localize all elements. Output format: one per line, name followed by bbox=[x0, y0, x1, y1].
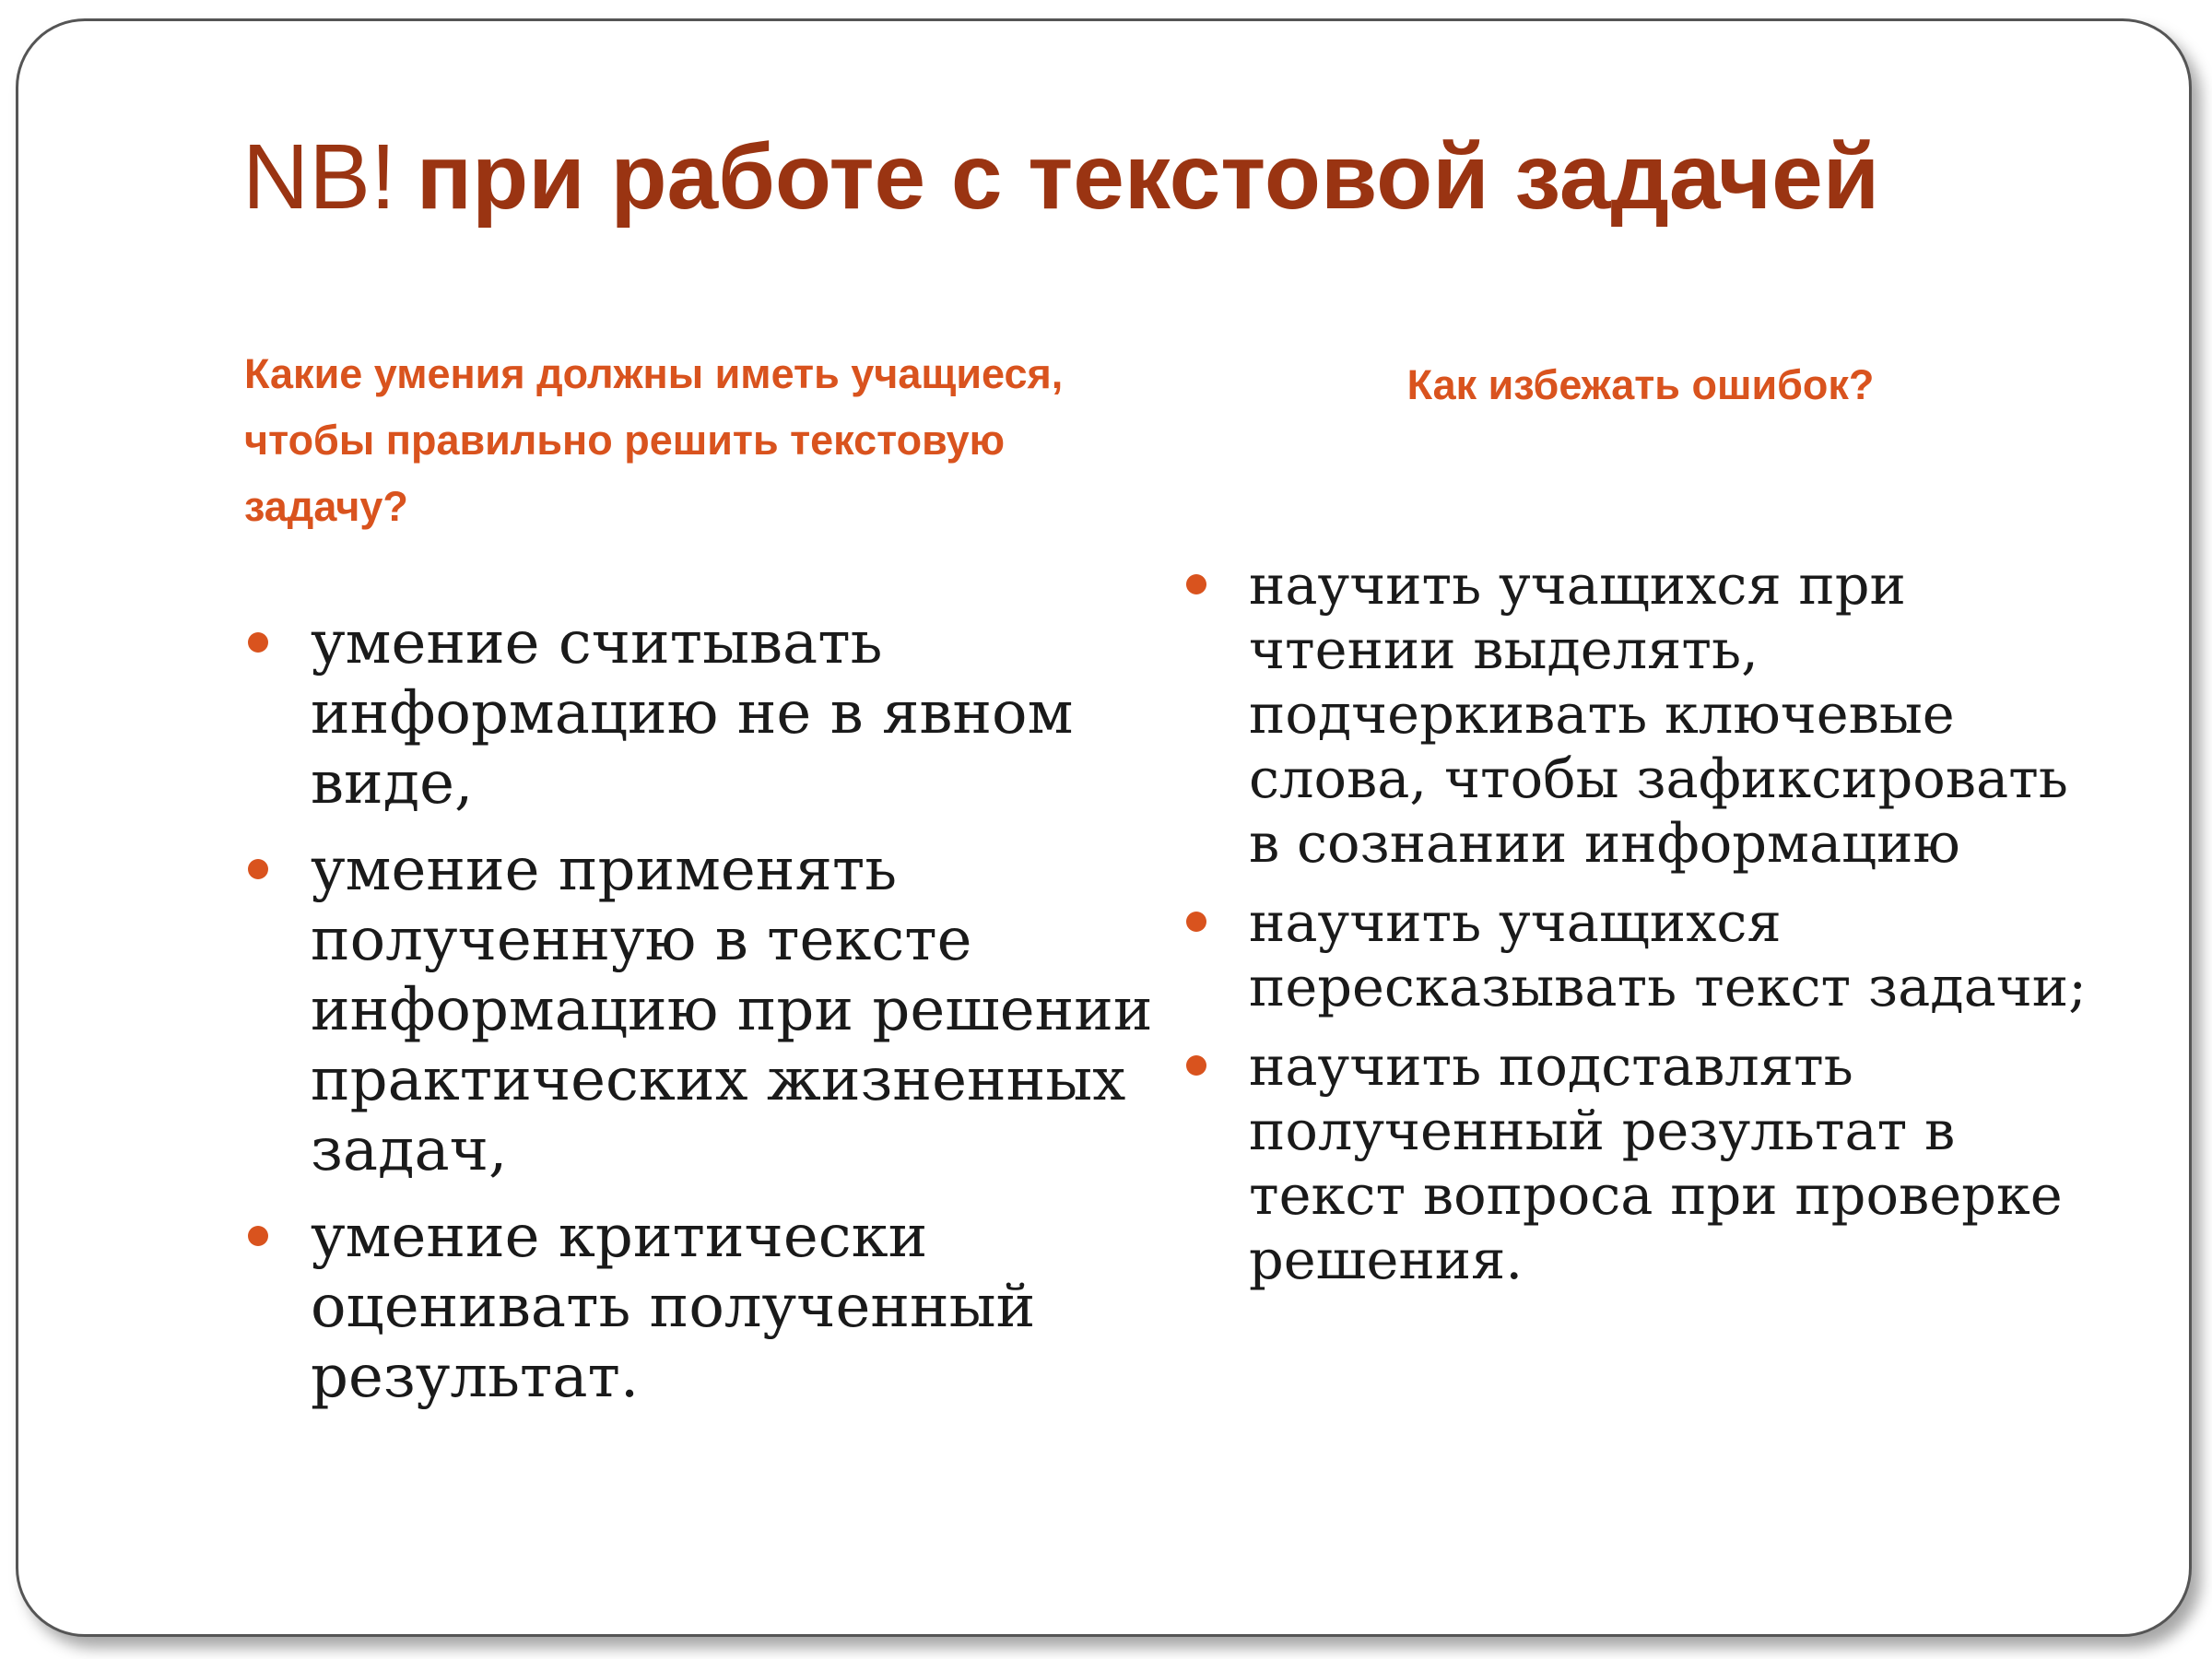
bullet-dot-icon bbox=[248, 1226, 268, 1246]
left-bullet-list bbox=[244, 608, 1166, 1429]
left-list-item bbox=[244, 1202, 1166, 1412]
right-list-item bbox=[1182, 1034, 2113, 1292]
bullet-dot-icon bbox=[248, 859, 268, 879]
right-bullet-list bbox=[1182, 553, 2113, 1307]
left-list-item bbox=[244, 835, 1166, 1185]
right-list-item bbox=[1182, 890, 2113, 1019]
right-column-heading: Как избежать ошибок? bbox=[1406, 361, 1875, 408]
bullet-dot-icon bbox=[1186, 912, 1206, 932]
left-item-text: умение применять полученную в тексте информацию при решении практических жизненных задач, bbox=[311, 836, 1153, 1184]
left-column-heading: Какие умения должны иметь учащиеся, чтобы правильно решить текстовую задачу? bbox=[244, 350, 1064, 530]
right-item-text: научить подставлять полученный результат в текст вопроса при проверке решения. bbox=[1249, 1034, 2063, 1291]
bullet-dot-icon bbox=[248, 632, 268, 653]
title-text: при работе с текстовой задачей bbox=[416, 125, 1880, 229]
bullet-dot-icon bbox=[1186, 1055, 1206, 1076]
slide-title bbox=[242, 122, 2132, 232]
left-item-text: умение считывать информацию не в явном виде, bbox=[311, 609, 1074, 818]
left-list-item bbox=[244, 608, 1166, 818]
bullet-dot-icon bbox=[1186, 574, 1206, 594]
right-item-text: научить учащихся при чтении выделять, подчеркивать ключевые слова, чтобы зафиксировать в сознании информацию bbox=[1249, 553, 2068, 875]
right-list-item bbox=[1182, 553, 2113, 876]
left-item-text: умение критически оценивать полученный результат. bbox=[311, 1203, 1036, 1411]
title-nb: NB! bbox=[242, 125, 396, 229]
right-item-text: научить учащихся пересказывать текст задачи; bbox=[1249, 890, 2087, 1018]
